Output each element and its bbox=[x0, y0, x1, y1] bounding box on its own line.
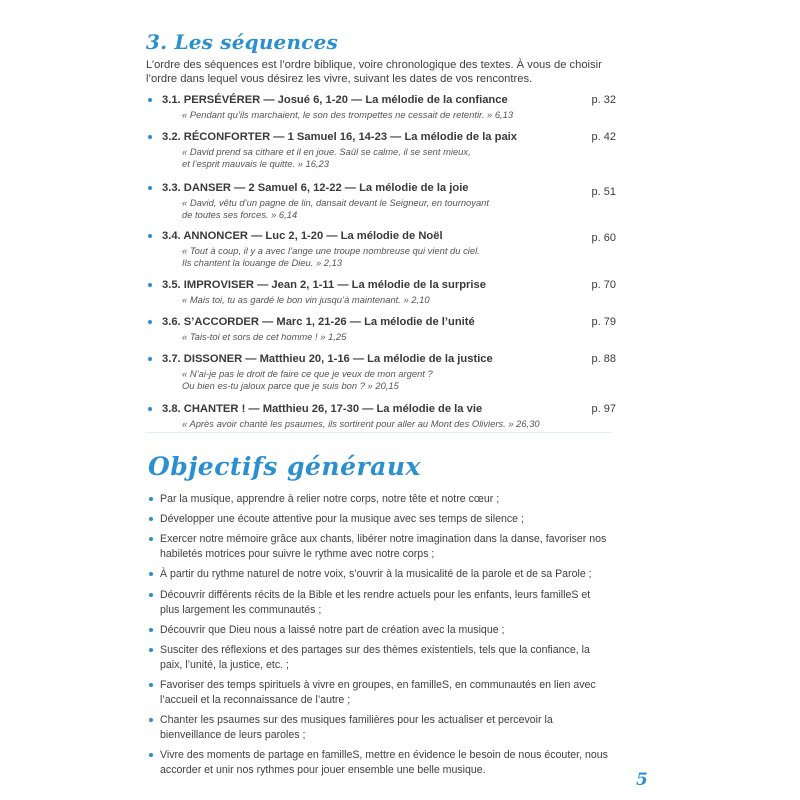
page-number: 5 bbox=[636, 770, 648, 790]
quote-line: de toutes ses forces. » 6,14 bbox=[182, 209, 298, 220]
objective-item bbox=[146, 713, 612, 743]
sequence-heading: 3.6. S’ACCORDER — Marc 1, 21-26 — La mélodie de l’unité bbox=[162, 316, 475, 328]
bullet-icon bbox=[149, 537, 153, 541]
bullet-icon bbox=[148, 98, 152, 102]
bullet-icon bbox=[149, 593, 153, 597]
objective-text: Découvrir différents récits de la Bible et les rendre actuels pour les enfants, leurs familleS et plus largement les communautés ; bbox=[160, 589, 591, 616]
objective-text: Favoriser des temps spirituels à vivre en groupes, en familleS, en communautés en lien avec l’accueil et la reconnaissance de l’autre ; bbox=[160, 679, 596, 706]
sequence-quote bbox=[182, 197, 489, 221]
sequence-page-ref: p. 51 bbox=[591, 186, 616, 198]
objective-item bbox=[146, 567, 612, 582]
objective-item bbox=[146, 512, 612, 527]
sequence-quote bbox=[182, 368, 433, 392]
objective-item bbox=[146, 532, 612, 562]
sequence-quote bbox=[182, 109, 513, 121]
bullet-icon bbox=[149, 683, 153, 687]
objective-text: À partir du rythme naturel de notre voix, s’ouvrir à la musicalité de la parole et de sa Parole ; bbox=[160, 568, 592, 580]
sequence-page-ref: p. 79 bbox=[591, 316, 616, 328]
objective-text: Exercer notre mémoire grâce aux chants, libérer notre imagination dans la danse, favoriser nos habiletés motrices pour suivre le rythme avec notre corps ; bbox=[160, 533, 607, 560]
bullet-icon bbox=[148, 186, 152, 190]
quote-line: « David prend sa cithare et il en joue. Saül se calme, il se sent mieux, bbox=[182, 146, 471, 157]
objective-text: Chanter les psaumes sur des musiques familières pour les actualiser et percevoir la bienveillance de leurs paroles ; bbox=[160, 714, 553, 741]
sequence-page-ref: p. 60 bbox=[591, 232, 616, 244]
sequence-quote bbox=[182, 245, 480, 269]
section-title: 3. Les séquences bbox=[146, 30, 338, 54]
sequence-page-ref: p. 32 bbox=[591, 94, 616, 106]
sequence-heading: 3.5. IMPROVISER — Jean 2, 1-11 — La mélodie de la surprise bbox=[162, 279, 486, 291]
sequence-quote bbox=[182, 331, 346, 343]
objective-text: Vivre des moments de partage en familleS, mettre en évidence le besoin de nous écouter, nous accorder et unir nos rythmes pour jouer ensemble une belle musique. bbox=[160, 749, 608, 776]
quote-line: « N’ai-je pas le droit de faire ce que je veux de mon argent ? bbox=[182, 368, 433, 379]
objective-item bbox=[146, 492, 612, 507]
section-divider bbox=[146, 432, 612, 433]
bullet-icon bbox=[148, 320, 152, 324]
quote-line: Ils chantent la louange de Dieu. » 2,13 bbox=[182, 257, 343, 268]
sequence-heading: 3.3. DANSER — 2 Samuel 6, 12-22 — La mélodie de la joie bbox=[162, 182, 469, 194]
bullet-icon bbox=[148, 407, 152, 411]
bullet-icon bbox=[149, 753, 153, 757]
sequence-page-ref: p. 70 bbox=[591, 279, 616, 291]
objective-text: Susciter des réflexions et des partages sur des thèmes existentiels, tels que la confiance, la paix, l’unité, la justice, etc. ; bbox=[160, 644, 590, 671]
bullet-icon bbox=[149, 718, 153, 722]
sequence-heading: 3.8. CHANTER ! — Matthieu 26, 17-30 — La mélodie de la vie bbox=[162, 403, 483, 415]
objectives-title: Objectifs généraux bbox=[148, 452, 421, 481]
bullet-icon bbox=[148, 135, 152, 139]
quote-line: « Après avoir chanté les psaumes, ils sortirent pour aller au Mont des Oliviers. » 26,30 bbox=[182, 418, 540, 429]
quote-line: « Pendant qu’ils marchaient, le son des trompettes ne cessait de retentir. » 6,13 bbox=[182, 109, 514, 120]
bullet-icon bbox=[149, 497, 153, 501]
objective-text: Développer une écoute attentive pour la musique avec ses temps de silence ; bbox=[160, 513, 524, 525]
quote-line: « Mais toi, tu as gardé le bon vin jusqu’à maintenant. » 2,10 bbox=[182, 294, 430, 305]
objective-item bbox=[146, 748, 612, 778]
sequence-page-ref: p. 97 bbox=[591, 403, 616, 415]
section-intro: L’ordre des séquences est l’ordre biblique, voire chronologique des textes. À vous de choisir l’ordre dans lequel vous désirez les vivre, suivant les dates de vos rencontres. bbox=[146, 59, 602, 85]
sequence-heading: 3.1. PERSÉVÉRER — Josué 6, 1-20 — La mélodie de la confiance bbox=[162, 94, 508, 106]
quote-line: « Tais-toi et sors de cet homme ! » 1,25 bbox=[182, 331, 347, 342]
bullet-icon bbox=[149, 572, 153, 576]
bullet-icon bbox=[148, 234, 152, 238]
bullet-icon bbox=[148, 283, 152, 287]
sequence-heading: 3.4. ANNONCER — Luc 2, 1-20 — La mélodie de Noël bbox=[162, 230, 443, 242]
bullet-icon bbox=[149, 517, 153, 521]
bullet-icon bbox=[149, 648, 153, 652]
sequence-heading: 3.2. RÉCONFORTER — 1 Samuel 16, 14-23 — La mélodie de la paix bbox=[162, 131, 518, 143]
quote-line: Ou bien es-tu jaloux parce que je suis bon ? » 20,15 bbox=[182, 380, 399, 391]
objective-item bbox=[146, 678, 612, 708]
sequence-quote bbox=[182, 146, 471, 170]
bullet-icon bbox=[148, 357, 152, 361]
objective-text: Découvrir que Dieu nous a laissé notre part de création avec la musique ; bbox=[160, 624, 505, 636]
bullet-icon bbox=[149, 628, 153, 632]
sequence-page-ref: p. 42 bbox=[591, 131, 616, 143]
objective-item bbox=[146, 643, 612, 673]
sequence-heading: 3.7. DISSONER — Matthieu 20, 1-16 — La mélodie de la justice bbox=[162, 353, 493, 365]
sequence-quote bbox=[182, 418, 540, 430]
objective-item bbox=[146, 623, 612, 638]
quote-line: « Tout à coup, il y a avec l’ange une troupe nombreuse qui vient du ciel. bbox=[182, 245, 480, 256]
objective-text: Par la musique, apprendre à relier notre corps, notre tête et notre cœur ; bbox=[160, 493, 500, 505]
quote-line: « David, vêtu d’un pagne de lin, dansait devant le Seigneur, en tournoyant bbox=[182, 197, 489, 208]
sequence-page-ref: p. 88 bbox=[591, 353, 616, 365]
objective-item bbox=[146, 588, 612, 618]
sequence-quote bbox=[182, 294, 430, 306]
quote-line: et l’esprit mauvais le quitte. » 16,23 bbox=[182, 158, 329, 169]
